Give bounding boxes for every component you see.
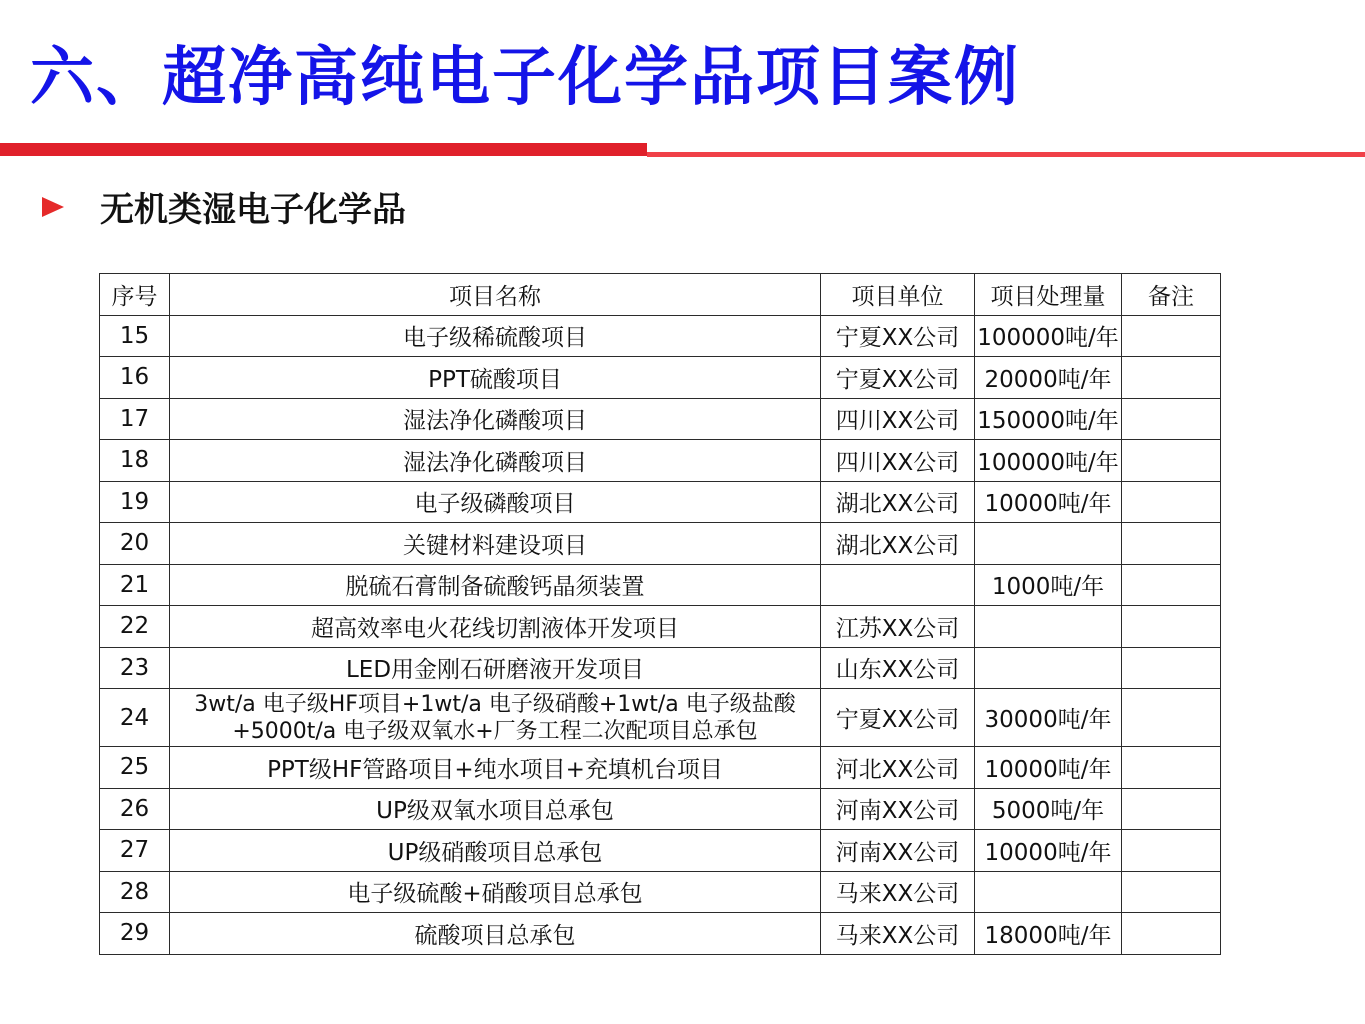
cell-note — [1122, 788, 1221, 830]
table-row — [100, 357, 1221, 399]
table-row — [100, 689, 1221, 747]
cell-name: 硫酸项目总承包 — [170, 913, 821, 955]
cell-volume: 100000吨/年 — [975, 315, 1122, 357]
cell-note — [1122, 398, 1221, 440]
title-underline-thin — [647, 152, 1365, 157]
cell-unit: 河北XX公司 — [821, 747, 975, 789]
cell-volume: 10000吨/年 — [975, 747, 1122, 789]
table-row — [100, 523, 1221, 565]
cell-name: UP级双氧水项目总承包 — [170, 788, 821, 830]
cell-note — [1122, 689, 1221, 747]
cell-note — [1122, 481, 1221, 523]
cell-no: 24 — [100, 689, 170, 747]
cell-unit: 湖北XX公司 — [821, 523, 975, 565]
cell-name: 湿法净化磷酸项目 — [170, 398, 821, 440]
cell-no: 16 — [100, 357, 170, 399]
cell-name: 脱硫石膏制备硫酸钙晶须装置 — [170, 564, 821, 606]
cell-name: PPT硫酸项目 — [170, 357, 821, 399]
cell-volume: 18000吨/年 — [975, 913, 1122, 955]
section-heading — [42, 178, 406, 234]
table-header-row — [100, 274, 1221, 316]
cell-unit: 江苏XX公司 — [821, 606, 975, 648]
cell-unit — [821, 564, 975, 606]
cell-volume — [975, 523, 1122, 565]
cell-volume: 10000吨/年 — [975, 830, 1122, 872]
cell-no: 18 — [100, 440, 170, 482]
cell-name: PPT级HF管路项目+纯水项目+充填机台项目 — [170, 747, 821, 789]
cell-volume: 100000吨/年 — [975, 440, 1122, 482]
table-row — [100, 440, 1221, 482]
cell-unit: 宁夏XX公司 — [821, 315, 975, 357]
cell-unit: 四川XX公司 — [821, 440, 975, 482]
cell-volume: 20000吨/年 — [975, 357, 1122, 399]
cell-name: 湿法净化磷酸项目 — [170, 440, 821, 482]
header-unit: 项目单位 — [821, 274, 975, 316]
cell-no: 20 — [100, 523, 170, 565]
cell-note — [1122, 606, 1221, 648]
table-row — [100, 606, 1221, 648]
cell-unit: 四川XX公司 — [821, 398, 975, 440]
cell-no: 21 — [100, 564, 170, 606]
header-name: 项目名称 — [170, 274, 821, 316]
cell-note — [1122, 440, 1221, 482]
cell-name: LED用金刚石研磨液开发项目 — [170, 647, 821, 689]
cell-no: 29 — [100, 913, 170, 955]
cell-note — [1122, 315, 1221, 357]
cell-unit: 河南XX公司 — [821, 788, 975, 830]
cell-note — [1122, 871, 1221, 913]
cell-volume: 150000吨/年 — [975, 398, 1122, 440]
cell-no: 28 — [100, 871, 170, 913]
table-row — [100, 564, 1221, 606]
cell-name: 超高效率电火花线切割液体开发项目 — [170, 606, 821, 648]
cell-note — [1122, 523, 1221, 565]
header-volume: 项目处理量 — [975, 274, 1122, 316]
table-row — [100, 788, 1221, 830]
cell-no: 26 — [100, 788, 170, 830]
cell-volume: 10000吨/年 — [975, 481, 1122, 523]
cell-name: 3wt/a 电子级HF项目+1wt/a 电子级硝酸+1wt/a 电子级盐酸+5000t/a 电子级双氧水+厂务工程二次配项目总承包 — [170, 689, 821, 747]
cell-volume: 30000吨/年 — [975, 689, 1122, 747]
cell-volume — [975, 871, 1122, 913]
table-row — [100, 830, 1221, 872]
cell-no: 27 — [100, 830, 170, 872]
header-note: 备注 — [1122, 274, 1221, 316]
cell-volume: 1000吨/年 — [975, 564, 1122, 606]
cell-volume — [975, 606, 1122, 648]
cell-name: UP级硝酸项目总承包 — [170, 830, 821, 872]
table-row — [100, 481, 1221, 523]
project-cases-table — [99, 273, 1221, 955]
bullet-arrow-icon — [42, 197, 64, 217]
page-title: 六、超净高纯电子化学品项目案例 — [30, 41, 1020, 115]
cell-note — [1122, 747, 1221, 789]
cell-no: 22 — [100, 606, 170, 648]
cell-volume: 5000吨/年 — [975, 788, 1122, 830]
cell-unit: 湖北XX公司 — [821, 481, 975, 523]
cell-no: 25 — [100, 747, 170, 789]
cell-unit: 宁夏XX公司 — [821, 357, 975, 399]
cell-note — [1122, 913, 1221, 955]
table-row — [100, 747, 1221, 789]
cell-no: 19 — [100, 481, 170, 523]
cell-unit: 山东XX公司 — [821, 647, 975, 689]
cell-unit: 马来XX公司 — [821, 913, 975, 955]
cell-no: 17 — [100, 398, 170, 440]
cell-note — [1122, 830, 1221, 872]
header-no: 序号 — [100, 274, 170, 316]
cell-no: 23 — [100, 647, 170, 689]
cell-note — [1122, 647, 1221, 689]
cell-note — [1122, 564, 1221, 606]
cell-name: 电子级磷酸项目 — [170, 481, 821, 523]
title-underline-thick — [0, 143, 647, 156]
cell-name: 电子级硫酸+硝酸项目总承包 — [170, 871, 821, 913]
table-row — [100, 398, 1221, 440]
table-row — [100, 871, 1221, 913]
cell-name: 关键材料建设项目 — [170, 523, 821, 565]
table-row — [100, 315, 1221, 357]
cell-unit: 宁夏XX公司 — [821, 689, 975, 747]
cell-unit: 河南XX公司 — [821, 830, 975, 872]
table-row — [100, 913, 1221, 955]
cell-no: 15 — [100, 315, 170, 357]
section-label: 无机类湿电子化学品 — [100, 189, 406, 230]
table-row — [100, 647, 1221, 689]
cell-volume — [975, 647, 1122, 689]
cell-unit: 马来XX公司 — [821, 871, 975, 913]
cell-note — [1122, 357, 1221, 399]
cell-name: 电子级稀硫酸项目 — [170, 315, 821, 357]
